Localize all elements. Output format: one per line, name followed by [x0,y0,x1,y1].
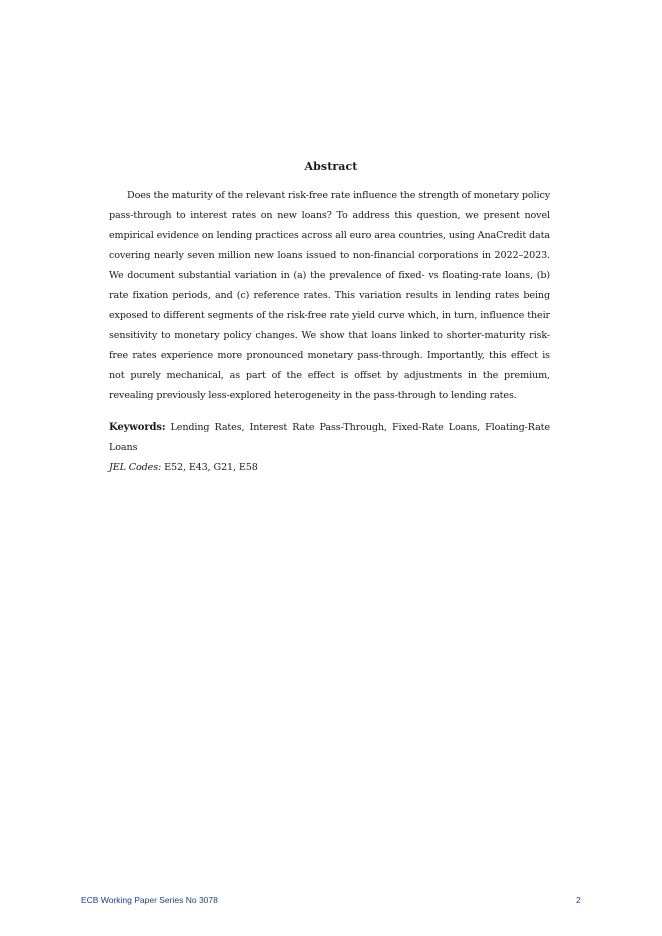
keywords-value: Lending Rates, Interest Rate Pass-Through, Fixed-Rate Loans, Floating-Rate Loans [109,422,550,453]
jel-codes-label: JEL Codes: [109,462,162,473]
footer-page-number: 2 [576,895,581,905]
keywords-line [109,418,550,458]
jel-codes-line [109,458,550,478]
abstract-heading: Abstract [304,160,358,173]
keywords-label: Keywords: [109,422,166,433]
footer-series-title: ECB Working Paper Series No 3078 [81,895,218,905]
abstract-body: Does the maturity of the relevant risk-free rate influence the strength of monetary policy pass-through to interest rates on new loans? To address this question, we present novel empirical evidence on lending practices across all euro area countries, using AnaCredit data covering nearly seven million new loans issued to non-financial corporations in 2022–2023. We document substantial variation in (a) the prevalence of fixed- vs floating-rate loans, (b) rate fixation periods, and (c) reference rates. This variation results in lending rates being exposed to different segments of the risk-free rate yield curve which, in turn, influence their sensitivity to monetary policy changes. We show that loans linked to shorter-maturity risk-free rates experience more pronounced monetary pass-through. Importantly, this effect is not purely mechanical, as part of the effect is offset by adjustments in the premium, revealing previously less-explored heterogeneity in the pass-through to lending rates. [109,190,550,401]
jel-codes-value: E52, E43, G21, E58 [164,462,258,473]
